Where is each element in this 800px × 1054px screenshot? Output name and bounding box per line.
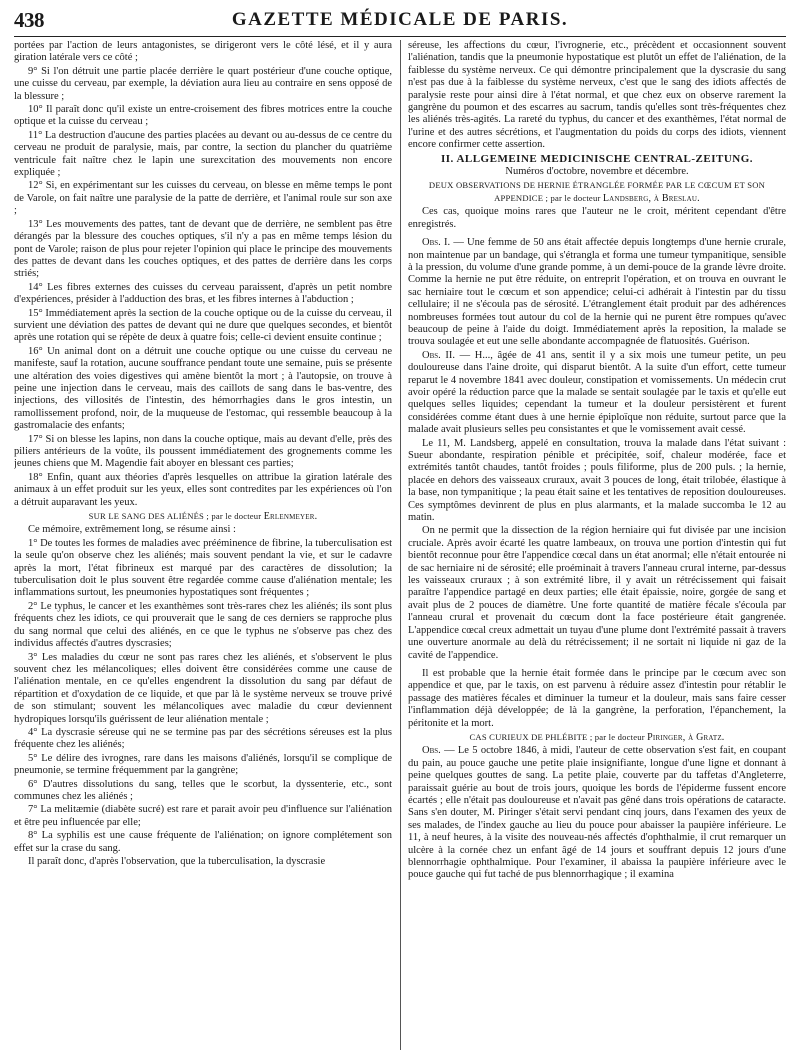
- paragraph: 6° D'autres dissolutions du sang, telles que le scorbut, la dyssenterie, etc., sont communes chez les aliénés ;: [14, 778, 392, 802]
- columns: [14, 40, 786, 1050]
- paragraph: 10° Il paraît donc qu'il existe un entre-croisement des fibres motrices entre la couche optique et la cuisse du cerveau ;: [14, 104, 392, 128]
- section-title: [408, 731, 786, 744]
- paragraph: Ces cas, quoique moins rares que l'auteur ne le croit, méritent cependant d'être enregistrés.: [408, 206, 786, 230]
- paragraph: 5° Le délire des ivrognes, rare dans les maisons d'aliénés, lorsqu'il se complique de pneumonie, se termine fréquemment par la gangrène;: [14, 752, 392, 777]
- section-title-text: CAS CURIEUX DE PHLÉBITE ; par le docteur: [469, 731, 645, 742]
- section-author: Piringer, à Gratz.: [647, 731, 725, 743]
- observation: [408, 350, 786, 437]
- section-title: [14, 510, 392, 523]
- section-author: Landsberg, à Breslau.: [602, 192, 700, 204]
- paragraph: 12° Si, en expérimentant sur les cuisses du cerveau, on blesse en même temps le pont de Varole, on fait naître une paralysie de la patte de derrière, et l'animal roule sur son axe ;: [14, 180, 392, 217]
- paragraph: séreuse, les affections du cœur, l'ivrognerie, etc., précèdent et occasionnent souvent l'aliénation, tandis que la pneumonie hypostatique est plutôt un effet de l'aliénation, de la faiblesse du système nerveux. Ce qui démontre principalement que la dyscrasie du sang n'est pas due à la faiblesse du système nerveux, c'est que le sang des idiots affectés de paralysie reste pour ainsi dire à l'état normal, et que chez eux on observe rarement la gangrène du poumon et des escarres au sacrum, tandis qu'elles sont très-fréquentes chez les aliénés très-agités. La rareté du typhus, du cancer et des exanthèmes, l'état normal de l'urine et des autres sécrétions, et l'augmentation du poids du corps des idiots, viennent encore confirmer cette assertion.: [408, 40, 786, 151]
- paragraph: 16° Un animal dont on a détruit une couche optique ou une cuisse du cerveau ne manifeste, sauf la rotation, aucune souffrance pendant toute une semaine, puis se présente une altération des voies digestives qui amène bientôt la mort ; à l'autopsie, on trouve à peine une injection dans le cerveau, mais des caillots de sang dans le bas-ventre, des injections, des villosités de l'intestin, des hémorrhagies dans le gros intestin, un ramollissement profond, noir, de la muqueuse de l'estomac, qui ressemble beaucoup à la gastromalacie des enfants;: [14, 345, 392, 432]
- paragraph: portées par l'action de leurs antagonistes, se dirigeront vers le côté lésé, et il y aura giration latérale vers ce côté ;: [14, 40, 392, 64]
- running-title: GAZETTE MÉDICALE DE PARIS.: [231, 9, 569, 30]
- paragraph: 3° Les maladies du cœur ne sont pas rares chez les aliénés, et s'observent le plus souvent chez les mélancoliques; elles doivent être considérées comme une cause de l'aliénation mentale, en ce qu'elles engendrent la dissolution du sang par défaut de répartition et d'oxydation de ce liquide, et que par là le système nerveux se trouve privé de son stimulant; souvent les mélancoliques avec maladie du cœur deviennent hydropiques lorsqu'ils guérissent de leur aliénation mentale ;: [14, 651, 392, 725]
- journal-title: II. ALLGEMEINE MEDICINISCHE CENTRAL-ZEITUNG.: [440, 152, 754, 165]
- right-column: [408, 40, 786, 1050]
- paragraph: 9° Si l'on détruit une partie placée derrière le quart postérieur d'une couche optique, une cuisse du cerveau, par exemple, la déviation aura lieu au contraire en sens opposé de la blessure ;: [14, 65, 392, 102]
- paragraph: Ce mémoire, extrêmement long, se résume ainsi :: [28, 524, 236, 536]
- paragraph: 7° La melitæmie (diabète sucré) est rare et parait avoir peu d'influence sur l'aliénation et être peu influencée par elle;: [14, 804, 392, 828]
- paragraph: Il est probable que la hernie était formée dans le principe par le cœcum avec son appendice et que, par le taxis, on est parvenu à réduire assez d'intestin pour rétablir le passage des matières fécales et diminuer la tumeur et la douleur, mais sans faire cesser l'inflammation déjà développée; de là la gangrène, la perforation, l'épanchement, la péritonite et la mort.: [408, 667, 786, 729]
- page-header: [14, 8, 786, 37]
- paragraph: 11° La destruction d'aucune des parties placées au devant ou au-dessus de ce centre du cerveau ne produit de paralysie, mais, par contre, la section du plancher du quatrième ventricule fait naître chez le lapin une surexcitation des mouvements non encore expliquée ;: [14, 129, 392, 179]
- obs-text: — Une femme de 50 ans était affectée depuis longtemps d'une hernie crurale, non maintenue par un bandage, qui s'étrangla et forma une tumeur tympanitique, sensible à la pression, du volume d'une grande pomme, à un demi-pouce de la grande lèvre droite. Comme la hernie ne put être réduite, on entreprit l'opération, et on trouva en ouvrant le sac herniaire tout le cœcum et son appendice; celui-ci adhérait à l'intestin par du tissu cellulaire; il ne s'écoula pas de sérosité. L'étranglement était produit par des adhérences nombreuses formées tout autour du col de la hernie qui ne purent être rompues qu'avec beaucoup de peine à l'aide du doigt. Immédiatement après la reposition, la malade se trouva soulagée et eut une selle abondante accompagnée de flatuosités. Guérison.: [408, 237, 786, 348]
- paragraph: 13° Les mouvements des pattes, tant de devant que de derrière, ne semblent pas être dérangés par la blessure des couches optiques, s'il n'y a pas en même temps lésion du pont de Varole; raison de plus pour rejeter l'opinion qui place le principe des mouvements des pattes de devant dans les couches optiques, et des pattes de derrière dans les corps striés;: [14, 218, 392, 280]
- paragraph: 15° Immédiatement après la section de la couche optique ou de la cuisse du cerveau, il survient une déviation des pattes de devant qui ne dure que quelques secondes, et bientôt après une rotation qui se répète de deux à quatre fois; celle-ci devient ensuite continue ;: [14, 307, 392, 344]
- left-column: [14, 40, 392, 1050]
- obs-text: — Le 5 octobre 1846, à midi, l'auteur de cette observation s'est fait, en coupant du pain, au pouce gauche une petite plaie insignifiante, longue d'une ligne et donnant à peine quelques gouttes de sang. La petite plaie, couverte par du taffetas d'Angleterre, paraissait guérie au bout de trois jours, quoique les bords de l'épiderme fussent encore écartés ; elle n'était pas douloureuse et n'avait pas gêné dans trois opérations de cataracte. Sans s'en douter, M. Piringer s'était servi pendant cinq jours, dans l'examen des yeux de ses malades, de l'index gauche au lieu du pouce pour abaisser la paupière inférieure. Le 11, à neuf heures, à la visite des nouveau-nés affectés d'ophthalmie, il crut remarquer un ulcère à la cornée chez un enfant âgé de 14 jours et souffrant depuis 12 jours d'une blennorrhagie ophthalmique. Pour l'examiner, il abaissa la paupière inférieure avec le pouce gauche qui fut taché de pus blennorrhagique ; il examina: [408, 745, 786, 881]
- paragraph: Le 11, M. Landsberg, appelé en consultation, trouva la malade dans l'état suivant : Sueur abondante, respiration pénible et précipitée, soif, chaleur modérée, face et extrémités tantôt chaudes, tantôt froides ; pouls filiforme, plus de 200 puls. ; la hernie, placée en dehors des vaisseaux cruraux, avait 3 pouces de long, était trilobée, élastique à la base, non tympanitique ; la peau était saine et les tentatives de reposition douloureuses. Ces symptômes devinrent de plus en plus alarmants, et la malade succomba le 12 au matin.: [408, 437, 786, 524]
- paragraph: 4° La dyscrasie séreuse qui ne se termine pas par des sécrétions séreuses est la plus fréquente chez les aliénés;: [14, 726, 392, 751]
- observation: [408, 745, 786, 881]
- journal-subtitle: Numéros d'octobre, novembre et décembre.: [505, 166, 689, 178]
- section-title-text: SUR LE SANG DES ALIÉNÉS ; par le docteur: [88, 511, 262, 522]
- section-title: [408, 179, 786, 205]
- paragraph: Il paraît donc, d'après l'observation, que la tuberculisation, la dyscrasie: [28, 856, 326, 867]
- obs-label: Obs. I.: [422, 237, 451, 249]
- paragraph: On ne permit que la dissection de la région herniaire qui fut divisée par une incision cruciale. Après avoir écarté les quatre lambeaux, on trouva une portion d'intestin qui fut bientôt reconnue pour être l'appendice cœcal dans un état anormal; elle n'était entourée ni de sac herniaire ni de sérosité; elle proéminait à travers l'anneau crural interne, par-dessus les vaisseaux cruraux ; à son extrémité libre, il y avait un rétrécissement qui faisait paraître l'appendice partagé en deux parties; elle était épaissie, noire, gorgée de sang et avait plus de 2 pouces de diamètre. Une forte quantité de matière fécale s'écoula par l'anneau crural et provenait du cœcum dont la face postérieure était gangrenée. L'appendice cœcal creux admettait un tuyau d'une plume dont l'extrémité passait à travers une ouverture anormale au delà du rétrécissement; il ne sortait ni liquide ni gaz de la cavité de l'appendice.: [408, 525, 786, 661]
- observation: [408, 237, 786, 349]
- page-number: 438: [14, 8, 44, 32]
- paragraph: 1° De toutes les formes de maladies avec prééminence de fibrine, la tuberculisation est la seule qu'on observe chez les aliénés; mais souvent pendant la vie, et sur le cadavre après la mort, l'état fibrineux est marqué par des caractères de dissolution; la tuberculisation doit le plus souvent être regardée comme cause d'aliénation mentale; les inflammations surtout, les pneumonies hypostatiques sont fréquentes ;: [14, 537, 392, 599]
- paragraph: 17° Si on blesse les lapins, non dans la couche optique, mais au devant d'elle, près des piliers antérieurs de la voûte, ils poussent immédiatement des grognements comme les jeunes chiens que M. Magendie fait aboyer en blessant ces parties;: [14, 433, 392, 470]
- paragraph: 14° Les fibres externes des cuisses du cerveau paraissent, d'après un petit nombre d'expériences, présider à l'adduction des bras, et les fibres internes à l'abduction ;: [14, 281, 392, 306]
- section-title-text: DEUX OBSERVATIONS DE HERNIE ÉTRANGLÉE FORMÉE PAR LE CŒCUM ET SON APPENDICE ; par le docteur: [428, 180, 766, 203]
- paragraph: 2° Le typhus, le cancer et les exanthèmes sont très-rares chez les aliénés; ils sont plus fréquents chez les idiots, ce qui prouverait que le sang de ces derniers se rapproche plus du sang normal que celui des aliénés, en ce que le typhus ne s'observe pas chez des individus affectés d'autres dyscrasies;: [14, 600, 392, 650]
- section-author: Erlenmeyer.: [263, 511, 318, 523]
- obs-label: Obs. II.: [422, 349, 456, 361]
- obs-label: Obs.: [422, 745, 441, 757]
- paragraph: 8° La syphilis est une cause fréquente de l'aliénation; on ignore complétement son effet sur la crase du sang.: [14, 830, 392, 854]
- obs-text: — H..., âgée de 41 ans, sentit il y a six mois une tumeur petite, un peu douloureuse dans l'aine droite, qui disparut bientôt. A la suite d'un effort, cette tumeur reparut le 4 novembre 1841 avec douleur, constipation et vomissements. Un médecin crut avoir opéré la réduction parce que la malade se sentait soulagée par le taxis et qu'elle eut quelques selles liquides; cependant la tumeur et la douleur persistèrent et furent considérées comme étant dues à une hernie épiploïque non réduite, surtout parce que la malade avait plusieurs selles peu consistantes et que le vomissement avait cessé.: [408, 349, 786, 436]
- column-rule: [400, 40, 401, 1050]
- paragraph: 18° Enfin, quant aux théories d'après lesquelles on attribue la giration latérale des animaux à un effet produit sur les yeux, elles sont contredites par les expériences où l'on a détruit auparavant les yeux.: [14, 471, 392, 508]
